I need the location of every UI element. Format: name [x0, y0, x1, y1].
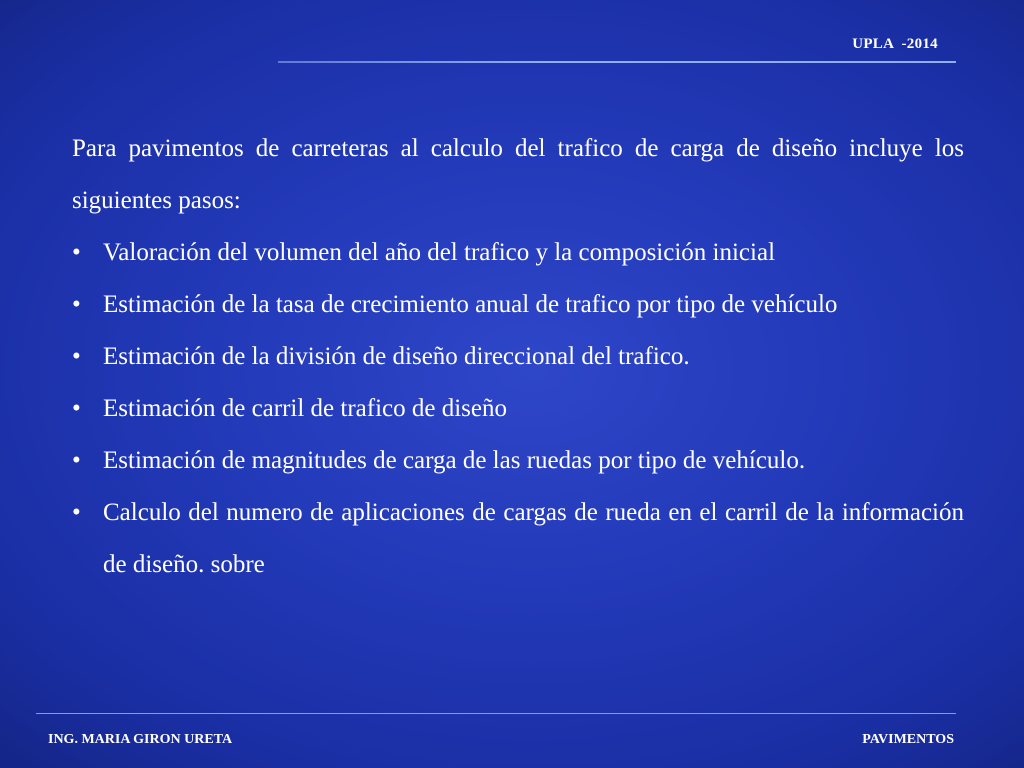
bullet-icon: •	[72, 499, 81, 526]
list-item	[72, 279, 964, 331]
list-item	[72, 383, 964, 435]
list-item-text: Estimación de carril de trafico de diseño	[103, 395, 508, 422]
header-title: UPLA -2014	[852, 36, 938, 52]
bullet-icon: •	[72, 447, 81, 474]
list-item	[72, 227, 964, 279]
bullet-icon: •	[72, 291, 81, 318]
intro-paragraph: Para pavimentos de carreteras al calculo del trafico de carga de diseño incluye los siguientes pasos:	[72, 135, 964, 214]
list-item-text: Estimación de la tasa de crecimiento anual de trafico por tipo de vehículo	[103, 291, 838, 318]
bullet-icon: •	[72, 343, 81, 370]
bullet-list	[72, 227, 964, 591]
bullet-icon: •	[72, 395, 81, 422]
bullet-icon: •	[72, 239, 81, 266]
list-item	[72, 331, 964, 383]
list-item	[72, 487, 964, 591]
list-item-text: Estimación de la división de diseño direccional del trafico.	[103, 343, 690, 370]
list-item	[72, 435, 964, 487]
footer-course: PAVIMENTOS	[862, 732, 954, 747]
list-item-text: Valoración del volumen del año del trafico y la composición inicial	[103, 239, 776, 266]
slide-content	[72, 123, 964, 591]
list-item-text: Estimación de magnitudes de carga de las ruedas por tipo de vehículo.	[103, 447, 806, 474]
list-item-text: Calculo del numero de aplicaciones de cargas de rueda en el carril de la información de diseño. sobre	[103, 499, 964, 578]
bottom-divider	[36, 713, 956, 714]
top-divider	[278, 61, 956, 63]
footer-author: ING. MARIA GIRON URETA	[48, 732, 233, 747]
